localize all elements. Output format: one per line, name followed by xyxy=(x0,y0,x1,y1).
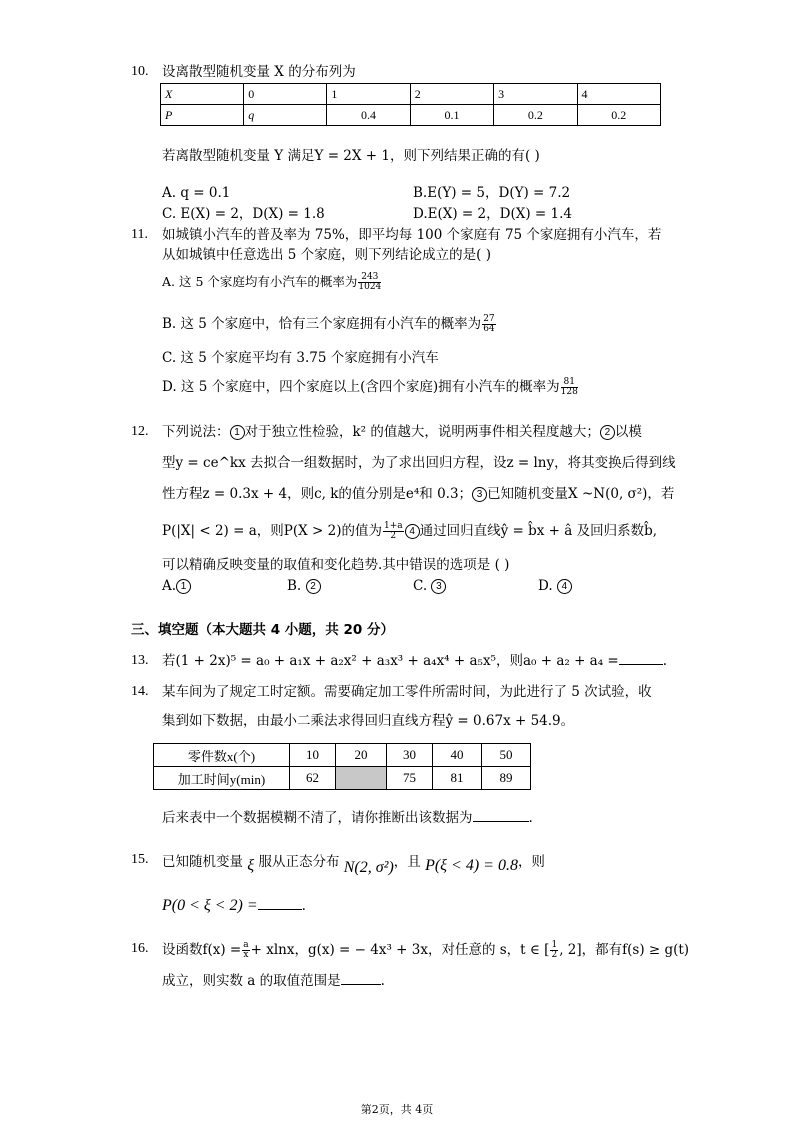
q16-text-a: 设函数f(x) = xyxy=(162,942,242,958)
q15-number: 15. xyxy=(131,852,149,867)
q15-text-a: 已知随机变量 xyxy=(162,854,243,870)
q15-line2 xyxy=(162,896,306,915)
q13-end: . xyxy=(662,653,668,669)
table-cell: 0 xyxy=(244,84,327,105)
page-footer: 第2页，共 4页 xyxy=(360,1103,434,1116)
table-cell: 0.2 xyxy=(577,105,660,126)
q11-option-d xyxy=(162,378,579,397)
fraction-denominator: 2 xyxy=(551,950,558,960)
option-text: B. 这 5 个家庭中，恰有三个家庭拥有小汽车的概率为 xyxy=(162,316,482,332)
fraction xyxy=(561,378,578,397)
table-cell: X xyxy=(161,84,244,105)
q13-number: 13. xyxy=(131,653,149,668)
q12-option-d xyxy=(538,578,572,594)
q12-line1 xyxy=(162,424,642,440)
q14-after-text: 后来表中一个数据模糊不清了，请你推断出该数据为 xyxy=(162,810,473,826)
q10-option-d: D.E(X) = 2，D(X) = 1.4 xyxy=(413,206,572,222)
q10-option-c: C. E(X) = 2，D(X) = 1.8 xyxy=(162,206,325,222)
circled-number-2: 2 xyxy=(306,579,321,594)
q14-line2: 集到如下数据，由最小二乘法求得回归直线方程ŷ = 0.67x + 54.9。 xyxy=(162,713,575,729)
q15-text-b: 服从正态分布 xyxy=(258,854,340,870)
option-text: D. 这 5 个家庭中，四个家庭以上(含四个家庭)拥有小汽车的概率为 xyxy=(162,379,560,395)
circled-number-4: 4 xyxy=(557,579,572,594)
xi-symbol: ξ xyxy=(247,857,255,874)
q16-text-b: + xlnx，g(x) = − 4x³ + 3x，对任意的 s，t ∈ [ xyxy=(250,942,550,958)
q12-option-c xyxy=(413,578,446,594)
table-cell: 3 xyxy=(494,84,577,105)
fraction-denominator: 64 xyxy=(483,324,495,334)
table-cell: 89 xyxy=(482,767,531,790)
table-cell: 10 xyxy=(290,744,336,767)
q15-text-c: ，且 xyxy=(393,854,421,870)
q10-number: 10. xyxy=(131,64,149,79)
table-cell: 20 xyxy=(336,744,387,767)
circled-number-2: 2 xyxy=(600,425,615,440)
q12-option-b xyxy=(287,578,321,594)
q10-option-b: B.E(Y) = 5，D(Y) = 7.2 xyxy=(413,185,571,201)
circled-number-4: 4 xyxy=(405,524,420,539)
table-cell: 0.1 xyxy=(410,105,493,126)
q12-statement-3-end: P(|X| < 2) = a，则P(X > 2)的值为 xyxy=(162,523,382,539)
blurred-cell xyxy=(336,767,387,790)
q10-distribution-table xyxy=(160,83,661,126)
q15-end: . xyxy=(301,898,306,914)
fraction xyxy=(358,273,381,292)
q10-stem: 设离散型随机变量 X 的分布列为 xyxy=(162,64,356,80)
q12-intro: 下列说法： xyxy=(162,424,230,440)
q10-option-a: A. q = 0.1 xyxy=(162,185,231,201)
option-text: A. 这 5 个家庭均有小汽车的概率为 xyxy=(162,274,358,289)
fraction xyxy=(383,522,404,541)
answer-blank[interactable] xyxy=(258,909,302,910)
table-cell: 62 xyxy=(290,767,336,790)
table-header-cell: 加工时间y(min) xyxy=(154,767,290,790)
table-cell: 1 xyxy=(327,84,410,105)
q11-line2: 从如城镇中任意选出 5 个家庭，则下列结论成立的是( ) xyxy=(162,247,491,263)
fraction xyxy=(550,941,558,960)
table-cell: 81 xyxy=(433,767,482,790)
q14-line1: 某车间为了规定工时定额。需要确定加工零件所需时间，为此进行了 5 次试验，收 xyxy=(162,684,652,700)
fraction-denominator: 2 xyxy=(390,531,397,541)
q16-text-c: , 2]，都有f(s) ≥ g(t) xyxy=(559,942,690,958)
q12-number: 12. xyxy=(131,424,149,439)
q16-end: . xyxy=(380,973,385,989)
q12-statement-1: 对于独立性检验，k² 的值越大，说明两事件相关程度越大； xyxy=(244,424,600,440)
q12-statement-2-end: 性方程z = 0.3x + 4，则c, k的值分别是e⁴和 0.3； xyxy=(162,486,473,502)
circled-number-3: 3 xyxy=(472,487,487,502)
normal-distribution: N(2, σ²) xyxy=(343,859,394,876)
table-cell: 40 xyxy=(433,744,482,767)
fraction-denominator: 128 xyxy=(560,387,578,397)
option-label: B. xyxy=(287,578,302,594)
fraction-numerator: 243 xyxy=(358,273,381,283)
q10-question: 若离散型随机变量 Y 满足Y = 2X + 1，则下列结果正确的有( ) xyxy=(162,148,540,164)
circled-number-1: 1 xyxy=(230,425,245,440)
table-cell: 50 xyxy=(482,744,531,767)
circled-number-3: 3 xyxy=(431,579,446,594)
fraction-numerator: 1+a xyxy=(383,521,403,531)
q13-equation: 若(1 + 2x)⁵ = a₀ + a₁x + a₂x² + a₃x³ + a₄x⁴ + a₅x⁵，则a₀ + a₂ + a₄ = xyxy=(162,653,619,669)
answer-blank[interactable] xyxy=(473,821,529,822)
table-cell: 30 xyxy=(387,744,433,767)
q12-statement-3-start: 已知随机变量X ~N(0, σ²)，若 xyxy=(487,486,675,502)
option-label: D. xyxy=(538,578,553,594)
q15-expression: P(0 < ξ < 2) = xyxy=(162,897,258,914)
option-label: A. xyxy=(162,578,177,594)
option-label: C. xyxy=(413,578,428,594)
probability-condition: P(ξ < 4) = 0.8 xyxy=(425,857,518,874)
q16-text: 成立，则实数 a 的取值范围是 xyxy=(162,973,341,989)
q14-data-table xyxy=(153,743,531,790)
fraction-denominator: x xyxy=(243,950,249,960)
q11-number: 11. xyxy=(131,227,148,242)
table-cell: 4 xyxy=(577,84,660,105)
fraction xyxy=(482,315,495,334)
q12-statement-2-start: 以模 xyxy=(614,424,642,440)
q12-line5: 可以精确反映变量的取值和变化趋势.其中错误的选项是 ( ) xyxy=(162,557,510,573)
q14-number: 14. xyxy=(131,684,149,699)
q11-option-a xyxy=(162,273,382,292)
section-heading: 三、填空题（本大题共 4 小题，共 20 分） xyxy=(131,622,394,638)
q12-statement-4: 通过回归直线ŷ = b̂x + â 及回归系数b̂, xyxy=(419,523,658,539)
fraction-numerator: 1 xyxy=(551,940,558,950)
q14-end: . xyxy=(528,810,533,826)
table-row xyxy=(161,84,661,105)
fraction-numerator: 81 xyxy=(561,378,578,388)
answer-blank[interactable] xyxy=(341,984,381,985)
fraction xyxy=(242,941,249,960)
table-cell: q xyxy=(244,105,327,126)
q12-line4 xyxy=(162,522,657,541)
table-cell: P xyxy=(161,105,244,126)
q16-line2 xyxy=(162,973,385,989)
table-cell: 0.2 xyxy=(494,105,577,126)
q12-line2: 型y = ce^kx 去拟合一组数据时，为了求出回归方程，设z = lny，将其变换后得到线 xyxy=(162,455,676,471)
table-cell: 0.4 xyxy=(327,105,410,126)
table-cell: 2 xyxy=(410,84,493,105)
fraction-numerator: a xyxy=(243,940,249,950)
q12-line3 xyxy=(162,486,674,502)
table-cell: 75 xyxy=(387,767,433,790)
q12-option-a xyxy=(162,578,191,594)
circled-number-1: 1 xyxy=(176,579,191,594)
fraction-denominator: 1024 xyxy=(358,282,382,292)
q15-line1 xyxy=(162,852,545,876)
table-row xyxy=(154,767,531,790)
table-header-cell: 零件数x(个) xyxy=(154,744,290,767)
table-row xyxy=(161,105,661,126)
fraction-numerator: 27 xyxy=(483,314,495,324)
q14-after xyxy=(162,810,533,826)
q11-option-b xyxy=(162,315,497,334)
q15-text-d: ，则 xyxy=(517,854,545,870)
answer-blank[interactable] xyxy=(619,664,663,665)
q11-option-c: C. 这 5 个家庭平均有 3.75 个家庭拥有小汽车 xyxy=(162,350,439,366)
q11-line1: 如城镇小汽车的普及率为 75%，即平均每 100 个家庭有 75 个家庭拥有小汽车，若 xyxy=(162,227,662,243)
q16-line1 xyxy=(162,941,689,960)
q13-text xyxy=(162,653,667,669)
table-row xyxy=(154,744,531,767)
q16-number: 16. xyxy=(131,941,149,956)
